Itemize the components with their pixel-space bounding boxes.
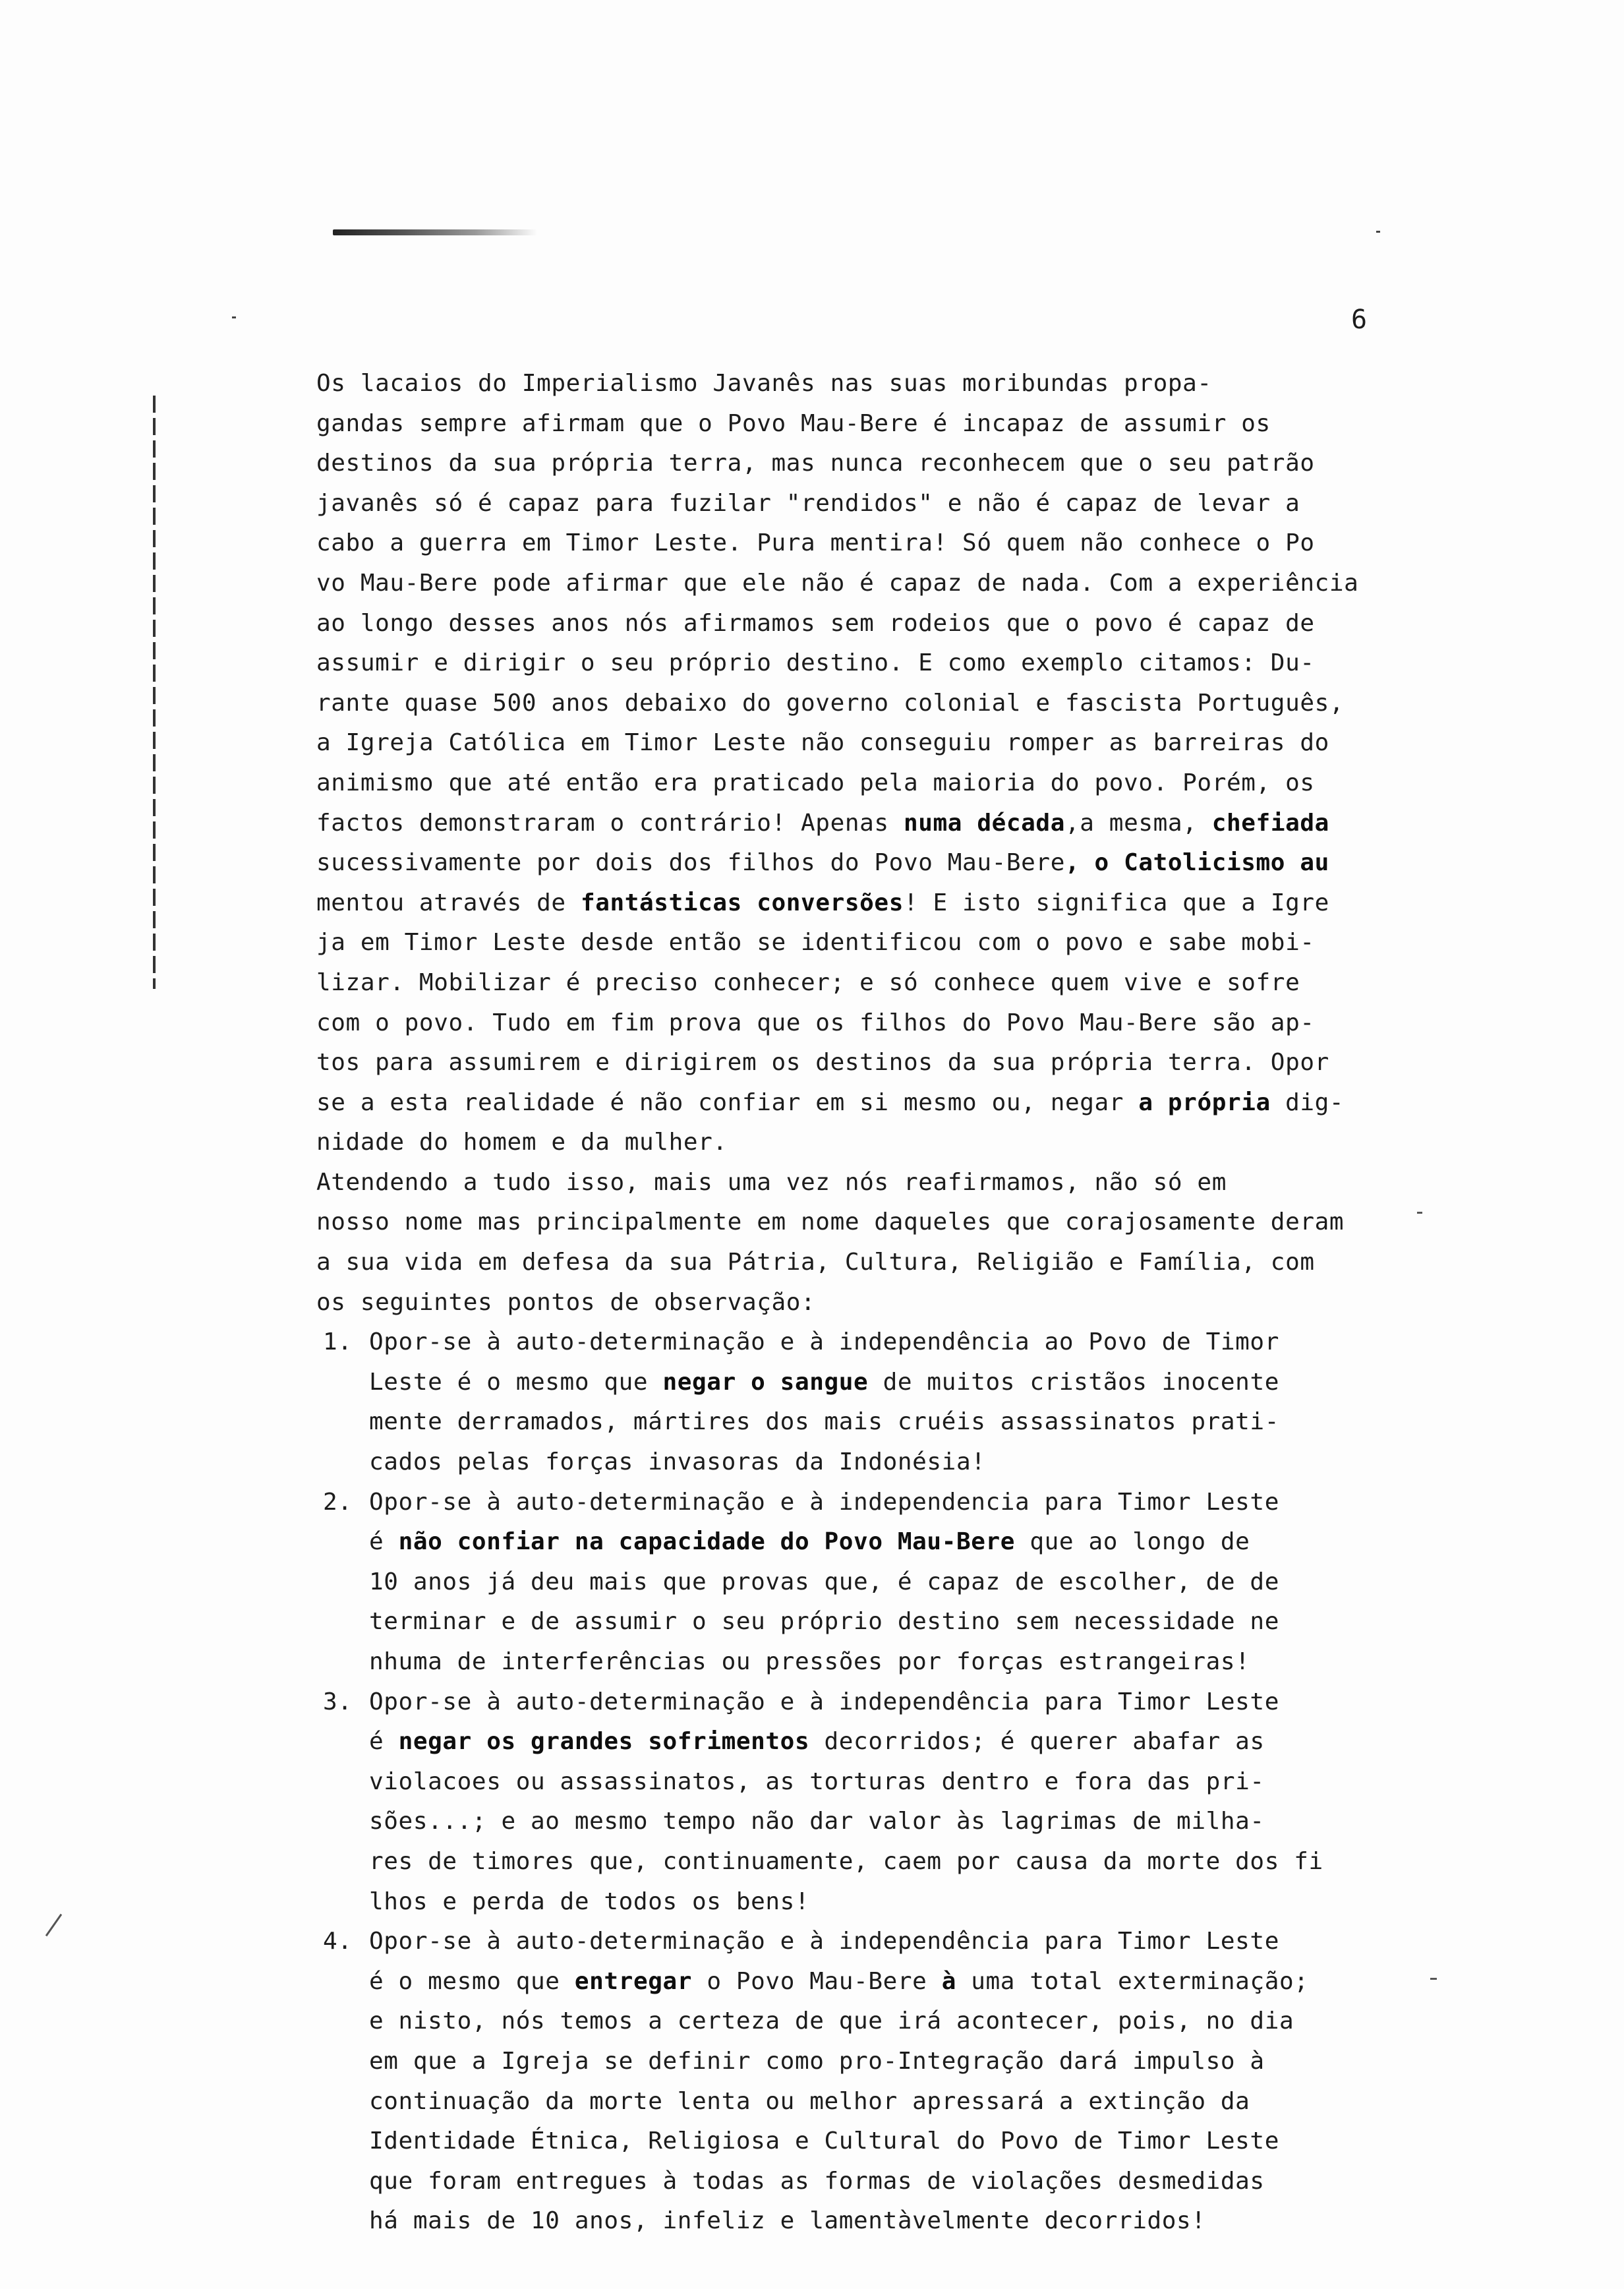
- text-line: [316, 1083, 1450, 1123]
- text-line: [316, 1123, 1450, 1163]
- text-segment: há mais de 10 anos, infeliz e lamentàvelmente decorridos!: [369, 2207, 1206, 2235]
- list-item-number: 4.: [323, 1928, 353, 1955]
- list-item-number: 2.: [323, 1488, 353, 1516]
- text-segment: ja em Timor Leste desde então se identificou com o povo e sabe mobi-: [316, 929, 1315, 957]
- binding-margin-mark: [153, 396, 156, 989]
- text-segment: sucessivamente por dois dos filhos do Povo Mau-Bere: [316, 849, 1065, 877]
- text-segment: Opor-se à auto-determinação e à independência para Timor Leste: [369, 1688, 1279, 1715]
- text-segment: vo Mau-Bere pode afirmar que ele não é capaz de nada. Com a experiência: [316, 569, 1359, 597]
- bold-text: não confiar na capacidade do Povo Mau-Bere: [398, 1528, 1016, 1556]
- text-line: [316, 1243, 1450, 1283]
- text-segment: com o povo. Tudo em fim prova que os filhos do Povo Mau-Bere são ap-: [316, 1009, 1315, 1036]
- text-segment: cados pelas forças invasoras da Indonésia!: [369, 1448, 986, 1476]
- list-item: [316, 1483, 1450, 1682]
- text-segment: destinos da sua própria terra, mas nunca reconhecem que o seu patrão: [316, 450, 1315, 477]
- text-line: [316, 564, 1450, 604]
- text-line: [316, 523, 1450, 564]
- list-item: [316, 1323, 1450, 1482]
- text-segment: javanês só é capaz para fuzilar "rendidos" e não é capaz de levar a: [316, 489, 1300, 517]
- text-segment: mentou através de: [316, 889, 581, 916]
- bold-text: entregar: [574, 1967, 693, 1995]
- text-segment: continuação da morte lenta ou melhor apressará a extinção da: [369, 2087, 1250, 2115]
- text-segment: Atendendo a tudo isso, mais uma vez nós reafirmamos, não só em: [316, 1168, 1227, 1196]
- text-line: [316, 684, 1450, 724]
- bold-text: fantásticas conversões: [580, 889, 904, 916]
- text-line: [316, 2002, 1450, 2042]
- text-segment: rante quase 500 anos debaixo do governo colonial e fascista Português,: [316, 689, 1345, 717]
- bold-text: chefiada: [1211, 809, 1329, 837]
- text-line: [316, 1363, 1450, 1403]
- text-segment: se a esta realidade é não confiar em si mesmo ou, negar: [316, 1088, 1139, 1116]
- text-segment: a sua vida em defesa da sua Pátria, Cultura, Religião e Família, com: [316, 1249, 1315, 1276]
- text-line: [316, 1402, 1450, 1442]
- text-line: [316, 1802, 1450, 1842]
- text-segment: os seguintes pontos de observação:: [316, 1288, 816, 1316]
- text-segment: gandas sempre afirmam que o Povo Mau-Bere é incapaz de assumir os: [316, 409, 1271, 437]
- text-line: [316, 404, 1450, 444]
- paragraph-2: [316, 1163, 1450, 1323]
- bold-text: a própria: [1138, 1088, 1271, 1116]
- text-line: [316, 2122, 1450, 2162]
- text-segment: é: [369, 1528, 399, 1556]
- text-line: [316, 723, 1450, 763]
- text-segment: em que a Igreja se definir como pro-Integração dará impulso à: [369, 2047, 1265, 2075]
- bold-text: à: [941, 1967, 956, 1995]
- text-line: [316, 1722, 1450, 1762]
- text-segment: Opor-se à auto-determinação e à independência ao Povo de Timor: [369, 1328, 1279, 1356]
- text-line: [316, 2082, 1450, 2122]
- text-line: [316, 843, 1450, 883]
- text-segment: lizar. Mobilizar é preciso conhecer; e só conhece quem vive e sofre: [316, 968, 1300, 996]
- text-line: [316, 444, 1450, 484]
- text-segment: Opor-se à auto-determinação e à independencia para Timor Leste: [369, 1488, 1279, 1516]
- list-item-number: 1.: [323, 1328, 353, 1356]
- text-line: [316, 1682, 1450, 1723]
- text-segment: é o mesmo que: [369, 1967, 575, 1995]
- paragraph-1: [316, 364, 1450, 1163]
- scan-dot: [1376, 231, 1380, 233]
- text-segment: Leste é o mesmo que: [369, 1368, 663, 1396]
- text-line: [316, 2042, 1450, 2082]
- text-line: [316, 1922, 1450, 1962]
- list-item: [316, 1682, 1450, 1922]
- text-segment: dig-: [1270, 1088, 1345, 1116]
- text-segment: uma total exterminação;: [956, 1967, 1309, 1995]
- text-line: [316, 1842, 1450, 1882]
- text-line: [316, 1962, 1450, 2002]
- text-line: [316, 2162, 1450, 2202]
- text-line: [316, 1762, 1450, 1802]
- text-segment: Opor-se à auto-determinação e à independência para Timor Leste: [369, 1928, 1279, 1955]
- text-line: [316, 364, 1450, 404]
- bold-text: negar o sangue: [662, 1368, 869, 1396]
- text-line: [316, 963, 1450, 1003]
- text-line: [316, 1323, 1450, 1363]
- text-segment: que foram entregues à todas as formas de violações desmedidas: [369, 2167, 1265, 2195]
- text-line: [316, 1003, 1450, 1044]
- text-segment: lhos e perda de todos os bens!: [369, 1888, 810, 1915]
- scan-dot: [232, 316, 236, 318]
- text-segment: sões...; e ao mesmo tempo não dar valor às lagrimas de milha-: [369, 1808, 1265, 1835]
- text-line: [316, 1483, 1450, 1523]
- text-line: [316, 643, 1450, 684]
- text-segment: animismo que até então era praticado pela maioria do povo. Porém, os: [316, 769, 1315, 796]
- text-segment: factos demonstraram o contrário! Apenas: [316, 809, 904, 837]
- text-segment: Identidade Étnica, Religiosa e Cultural do Povo de Timor Leste: [369, 2127, 1279, 2155]
- text-line: [316, 1283, 1450, 1323]
- list-item: [316, 1922, 1450, 2242]
- text-line: [316, 1522, 1450, 1562]
- list-item-number: 3.: [323, 1688, 353, 1715]
- text-segment: res de timores que, continuamente, caem por causa da morte dos fi: [369, 1847, 1323, 1875]
- text-segment: de muitos cristãos inocente: [868, 1368, 1279, 1396]
- text-segment: assumir e dirigir o seu próprio destino. E como exemplo citamos: Du-: [316, 649, 1315, 677]
- bold-text: numa década: [903, 809, 1065, 837]
- text-line: [316, 1043, 1450, 1083]
- text-segment: ! E isto significa que a Igre: [903, 889, 1329, 916]
- text-segment: 10 anos já deu mais que provas que, é capaz de escolher, de de: [369, 1568, 1279, 1595]
- bold-text: negar os grandes sofrimentos: [398, 1728, 810, 1756]
- text-segment: nhuma de interferências ou pressões por forças estrangeiras!: [369, 1648, 1250, 1675]
- text-line: [316, 2201, 1450, 2242]
- text-segment: cabo a guerra em Timor Leste. Pura mentira! Só quem não conhece o Po: [316, 529, 1315, 557]
- text-segment: nosso nome mas principalmente em nome daqueles que corajosamente deram: [316, 1208, 1345, 1236]
- text-segment: mente derramados, mártires dos mais cruéis assassinatos prati-: [369, 1408, 1279, 1436]
- scan-dot: [45, 1914, 62, 1936]
- text-line: [316, 1163, 1450, 1203]
- text-segment: é: [369, 1728, 399, 1756]
- text-segment: Os lacaios do Imperialismo Javanês nas suas moribundas propa-: [316, 370, 1212, 397]
- text-line: [316, 923, 1450, 963]
- text-line: [316, 883, 1450, 924]
- page-number: 6: [1351, 305, 1368, 335]
- text-segment: que ao longo de: [1015, 1528, 1250, 1556]
- text-segment: violacoes ou assassinatos, as torturas dentro e fora das pri-: [369, 1768, 1265, 1795]
- text-line: [316, 604, 1450, 644]
- text-line: [316, 1442, 1450, 1483]
- text-segment: nidade do homem e da mulher.: [316, 1129, 728, 1156]
- text-segment: tos para assumirem e dirigirem os destinos da sua própria terra. Opor: [316, 1049, 1329, 1077]
- scan-artifact-top: [333, 229, 537, 235]
- text-line: [316, 1203, 1450, 1243]
- text-line: [316, 1642, 1450, 1682]
- document-body: [316, 364, 1450, 2242]
- text-segment: e nisto, nós temos a certeza de que irá acontecer, pois, no dia: [369, 2007, 1294, 2035]
- text-line: [316, 1562, 1450, 1603]
- text-segment: ,a mesma,: [1064, 809, 1212, 837]
- text-line: [316, 1602, 1450, 1642]
- text-segment: o Povo Mau-Bere: [692, 1967, 942, 1995]
- text-segment: decorridos; é querer abafar as: [809, 1728, 1265, 1756]
- text-segment: ao longo desses anos nós afirmamos sem rodeios que o povo é capaz de: [316, 609, 1315, 637]
- text-line: [316, 763, 1450, 804]
- text-line: [316, 804, 1450, 844]
- bold-text: , o Catolicismo au: [1064, 849, 1329, 877]
- text-segment: a Igreja Católica em Timor Leste não conseguiu romper as barreiras do: [316, 729, 1329, 757]
- text-line: [316, 1882, 1450, 1922]
- observation-list: [316, 1323, 1450, 2242]
- text-line: [316, 484, 1450, 524]
- text-segment: terminar e de assumir o seu próprio destino sem necessidade ne: [369, 1608, 1279, 1636]
